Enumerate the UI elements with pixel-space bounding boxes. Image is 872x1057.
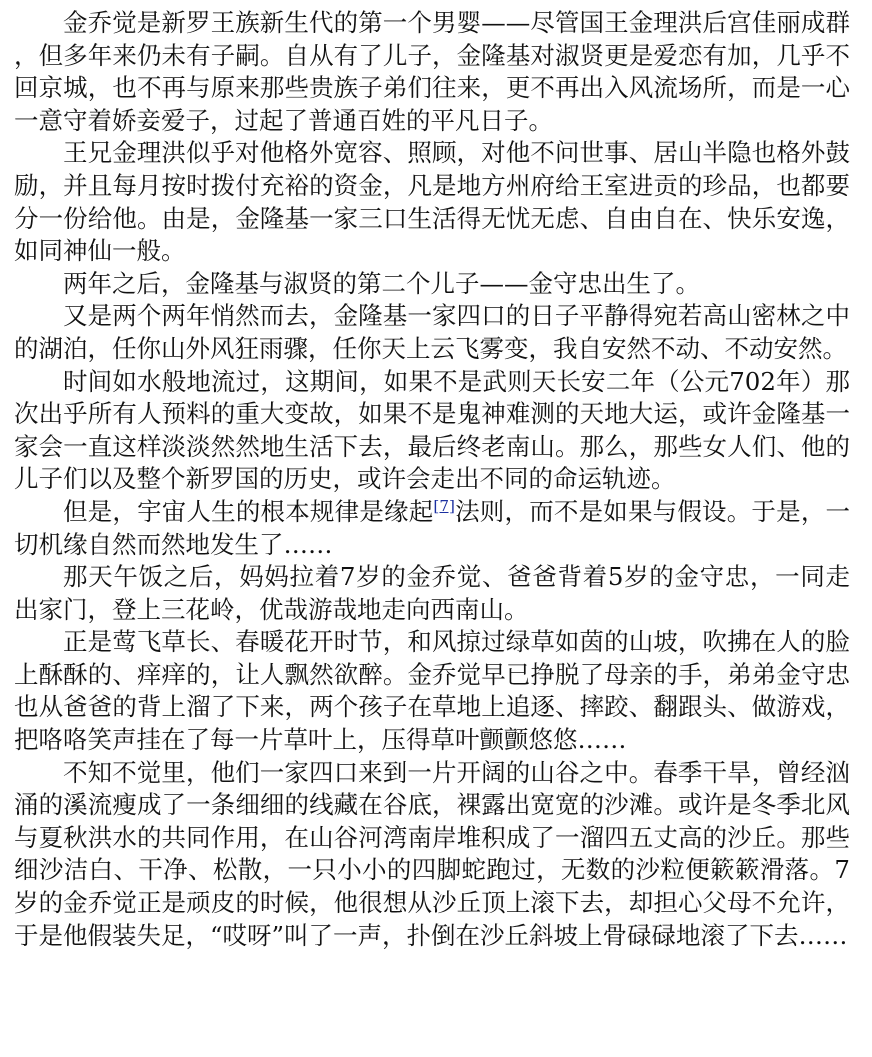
paragraph-6-text-before: 但是，宇宙人生的根本规律是缘起 [63, 496, 434, 526]
footnote-reference-link[interactable]: [7] [433, 496, 455, 515]
paragraph-4: 又是两个两年悄然而去，金隆基一家四口的日子平静得宛若高山密林之中的湖泊，任你山外风狂雨骤，任你天上云飞雾变，我自安然不动、不动安然。 [14, 301, 850, 363]
paragraph-6 [14, 496, 850, 561]
paragraph-2: 王兄金理洪似乎对他格外宽容、照顾，对他不问世事、居山半隐也格外鼓励，并且每月按时拨付充裕的资金，凡是地方州府给王室进贡的珍品，也都要分一份给他。由是，金隆基一家三口生活得无忧无虑、自由自在、快乐安逸，如同神仙一般。 [14, 138, 850, 266]
paragraph-6-text-after: 法则，而不是如果与假设。于是，一切机缘自然而然地发生了…… [14, 496, 851, 559]
paragraph-7: 那天午饭之后，妈妈拉着7岁的金乔觉、爸爸背着5岁的金守忠，一同走出家门，登上三花岭，优哉游哉地走向西南山。 [14, 562, 850, 624]
paragraph-9: 不知不觉里，他们一家四口来到一片开阔的山谷之中。春季干旱，曾经汹涌的溪流瘦成了一条细细的线藏在谷底，裸露出宽宽的沙滩。或许是冬季北风与夏秋洪水的共同作用，在山谷河湾南岸堆积成了一溜四五丈高的沙丘。那些细沙洁白、干净、松散，一只小小的四脚蛇跑过，无数的沙粒便簌簌滑落。7岁的金乔觉正是顽皮的时候，他很想从沙丘顶上滚下去，却担心父母不允许，于是他假装失足，“哎呀”叫了一声，扑倒在沙丘斜坡上骨碌碌地滚了下去…… [14, 757, 850, 950]
paragraph-8: 正是莺飞草长、春暖花开时节，和风掠过绿草如茵的山坡，吹拂在人的脸上酥酥的、痒痒的，让人飘然欲醉。金乔觉早已挣脱了母亲的手，弟弟金守忠也从爸爸的背上溜了下来，两个孩子在草地上追逐、摔跤、翻跟头、做游戏，把咯咯笑声挂在了每一片草叶上，压得草叶颤颤悠悠…… [14, 627, 850, 755]
paragraph-5: 时间如水般地流过，这期间，如果不是武则天长安二年（公元702年）那次出乎所有人预料的重大变故，如果不是鬼神难测的天地大运，或许金隆基一家会一直这样淡淡然然地生活下去，最后终老南山。那么，那些女人们、他的儿子们以及整个新罗国的历史，或许会走出不同的命运轨迹。 [14, 366, 850, 494]
paragraph-3: 两年之后，金隆基与淑贤的第二个儿子——金守忠出生了。 [63, 268, 700, 298]
paragraph-1: 金乔觉是新罗王族新生代的第一个男婴——尽管国王金理洪后宫佳丽成群，但多年来仍未有子嗣。自从有了儿子，金隆基对淑贤更是爱恋有加，几乎不回京城，也不再与原来那些贵族子弟们往来，更不再出入风流场所，而是一心一意守着娇妾爱子，过起了普通百姓的平凡日子。 [14, 8, 850, 135]
